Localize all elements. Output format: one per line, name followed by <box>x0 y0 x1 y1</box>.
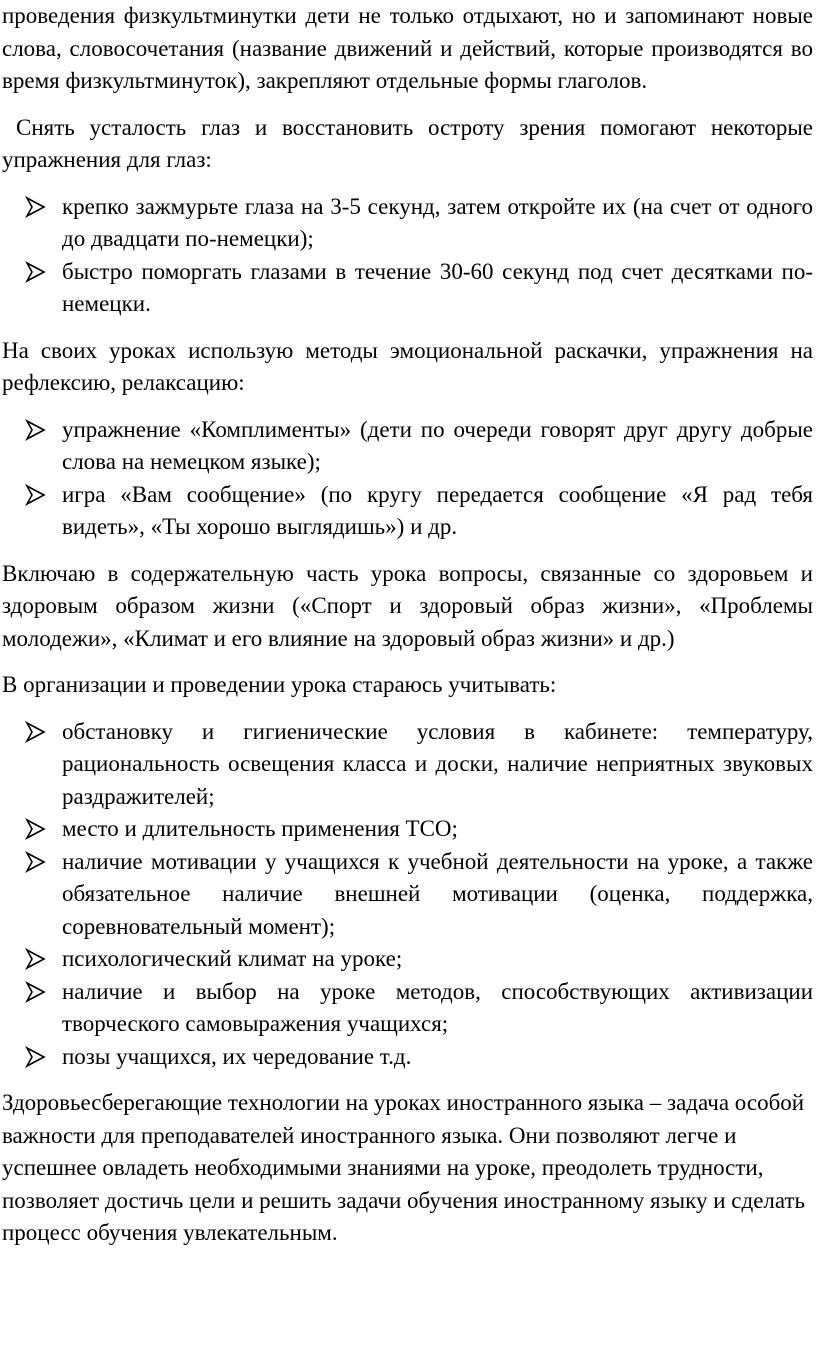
list-item-text: упражнение «Комплименты» (дети по очереди говорят друг другу добрые слова на немецком языке); <box>62 416 813 474</box>
list-item <box>2 191 813 256</box>
arrowhead-bullet-icon <box>24 1041 48 1073</box>
arrowhead-bullet-icon <box>24 256 48 288</box>
list-item-text: позы учащихся, их чередование т.д. <box>62 1043 412 1069</box>
list-item-text: быстро поморгать глазами в течение 30-60 секунд под счет десятками по-немецки. <box>62 258 813 316</box>
relaxation-list <box>2 414 813 544</box>
list-item-text: обстановку и гигиенические условия в кабинете: температуру, рациональность освещения класса и доски, наличие неприятных звуковых раздражителей; <box>62 718 813 809</box>
arrowhead-bullet-icon <box>24 846 48 878</box>
list-item-text: место и длительность применения ТСО; <box>62 816 458 841</box>
arrowhead-bullet-icon <box>24 976 48 1008</box>
list-item-text: психологический климат на уроке; <box>62 946 403 971</box>
list-item <box>2 976 813 1041</box>
list-item-text: крепко зажмурьте глаза на 3-5 секунд, затем откройте их (на счет от одного до двадцати по-немецки); <box>62 193 813 251</box>
paragraph-eye-exercises-intro: Снять усталость глаз и восстановить остроту зрения помогают некоторые упражнения для глаз: <box>2 114 813 172</box>
list-item <box>2 256 813 321</box>
arrowhead-bullet-icon <box>24 716 48 748</box>
list-item <box>2 414 813 479</box>
paragraph-lesson-organization: В организации и проведении урока стараюсь учитывать: <box>2 672 557 697</box>
list-item-text: наличие мотивации у учащихся к учебной деятельности на уроке, а также обязательное наличие внешней мотивации (оценка, поддержка, соревновательный момент); <box>62 848 813 939</box>
paragraph-emotional-methods: На своих уроках использую методы эмоциональной раскачки, упражнения на рефлексию, релаксацию: <box>2 337 813 395</box>
paragraph-conclusion: Здоровьесберегающие технологии на уроках иностранного языка – задача особой важности для преподавателей иностранного языка. Они позволяют легче и успешнее овладеть необходимыми знаниями на уроке, преодолеть трудности, позволяет достичь цели и решить задачи обучения иностранному языку и сделать процесс обучения увлекательным. <box>2 1090 806 1245</box>
document-page <box>2 0 813 1250</box>
list-item <box>2 813 813 846</box>
lesson-conditions-list <box>2 716 813 1074</box>
paragraph-health-topics: Включаю в содержательную часть урока вопросы, связанные со здоровьем и здоровым образом жизни («Спорт и здоровый образ жизни», «Проблемы молодежи», «Климат и его влияние на здоровый образ жизни» и др.) <box>2 560 813 651</box>
list-item <box>2 1041 813 1074</box>
arrowhead-bullet-icon <box>24 414 48 446</box>
arrowhead-bullet-icon <box>24 813 48 845</box>
arrowhead-bullet-icon <box>24 479 48 511</box>
list-item <box>2 943 813 976</box>
paragraph-physical-breaks: проведения физкультминутки дети не только отдыхают, но и запоминают новые слова, словосочетания (название движений и действий, которые производятся во время физкультминуток), закрепляют отдельные формы глаголов. <box>2 3 813 93</box>
arrowhead-bullet-icon <box>24 943 48 975</box>
list-item <box>2 479 813 544</box>
list-item <box>2 716 813 814</box>
list-item-text: игра «Вам сообщение» (по кругу передается сообщение «Я рад тебя видеть», «Ты хорошо выглядишь») и др. <box>62 481 813 539</box>
arrowhead-bullet-icon <box>24 191 48 223</box>
list-item-text: наличие и выбор на уроке методов, способствующих активизации творческого самовыражения учащихся; <box>62 978 813 1036</box>
eye-exercises-list <box>2 191 813 321</box>
list-item <box>2 846 813 944</box>
